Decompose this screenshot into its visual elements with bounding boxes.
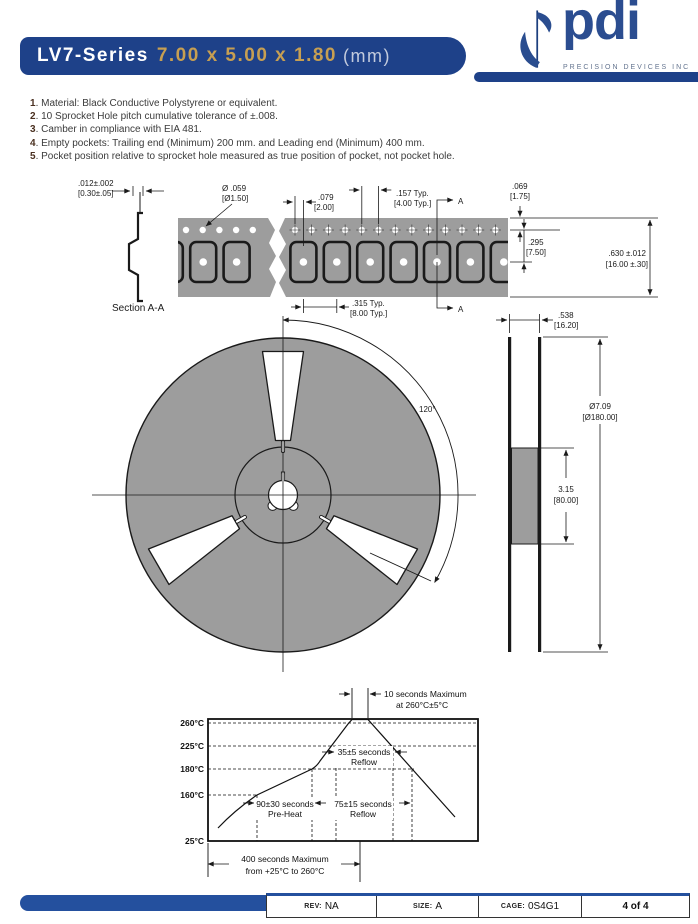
- note-line: 3. Camber in compliance with EIA 481.: [30, 124, 202, 136]
- total-time-line2: from +25°C to 260°C: [245, 866, 325, 876]
- package-dimensions: 7.00 x 5.00 x 1.80: [156, 45, 337, 66]
- dim-hub-dia-mm: [80.00]: [553, 496, 579, 505]
- reflow-peak-line1: 35±5 seconds: [337, 747, 391, 757]
- y-label-225: 225°C: [180, 741, 204, 751]
- dim-center-mm: [7.50]: [526, 248, 547, 257]
- preheat-line1: 90±30 seconds: [256, 799, 314, 809]
- reflow-line1: 75±15 seconds: [334, 799, 392, 809]
- reel-side-view: [496, 311, 618, 652]
- y-label-260: 260°C: [180, 718, 204, 728]
- section-label: Section A-A: [112, 303, 165, 314]
- y-label-160: 160°C: [180, 790, 204, 800]
- cage-cell: CAGE: 0S4G1: [479, 896, 582, 917]
- peak-note-line2: at 260°C±5°C: [396, 700, 449, 710]
- dim-flange-dia-mm: [Ø180.00]: [582, 413, 618, 422]
- note-line: 1. Material: Black Conductive Polystyrene or equivalent.: [30, 98, 278, 109]
- page-number-cell: 4 of 4: [622, 901, 649, 912]
- peak-note-line1: 10 seconds Maximum: [384, 689, 467, 699]
- tape-strip: [157, 218, 517, 297]
- dim-hub-dia-in: 3.15: [558, 485, 574, 494]
- reflow-peak-line2: Reflow: [351, 757, 377, 767]
- section-arrow-bottom: A: [458, 305, 464, 314]
- rev-cell: REV: NA: [267, 896, 377, 917]
- angle-label: 120°: [419, 405, 436, 414]
- section-arrow-top: A: [458, 197, 464, 206]
- title-block: [266, 893, 690, 918]
- reel-front-view: [92, 316, 476, 672]
- dim-thickness-in: .012±.002: [78, 179, 114, 188]
- note-line: 4. Empty pockets: Trailing end (Minimum) 200 mm. and Leading end (Minimum) 400 mm.: [30, 137, 425, 149]
- y-label-180: 180°C: [180, 764, 204, 774]
- dim-hole-dia-mm: [Ø1.50]: [222, 194, 249, 203]
- tape-section-profile: [112, 186, 164, 301]
- dim-hole-offset-in: .079: [318, 193, 334, 202]
- dim-flange-dia-in: Ø7.09: [589, 402, 611, 411]
- dim-thickness-mm: [0.30±.05]: [78, 189, 114, 198]
- dim-hole-dia-in: Ø .059: [222, 184, 247, 193]
- preheat-line2: Pre-Heat: [267, 809, 303, 819]
- reflow-profile-chart: [180, 688, 478, 882]
- unit-label: (mm): [343, 45, 391, 66]
- dim-hole-offset-mm: [2.00]: [314, 203, 335, 212]
- logo-wordmark: pdi: [562, 0, 640, 51]
- dim-width-in: .630 ±.012: [608, 249, 646, 258]
- dim-center-in: .295: [528, 238, 544, 247]
- dim-pocket-pitch-in: .315 Typ.: [352, 299, 385, 308]
- note-line: 2. 10 Sprocket Hole pitch cumulative tolerance of ±.008.: [30, 111, 278, 123]
- total-time-line1: 400 seconds Maximum: [241, 854, 329, 864]
- size-cell: SIZE: A: [377, 896, 479, 917]
- dim-reel-width-in: .538: [558, 311, 574, 320]
- dim-hole-pitch-in: .157 Typ.: [396, 189, 429, 198]
- logo-tagline: PRECISION DEVICES INC: [563, 64, 691, 71]
- reflow-line2: Reflow: [350, 809, 376, 819]
- note-line: 5. Pocket position relative to sprocket hole measured as true position of pocket, not pocket hole.: [30, 150, 455, 162]
- series-title: LV7-Series: [37, 45, 149, 66]
- dim-pocket-pitch-mm: [8.00 Typ.]: [350, 309, 388, 318]
- dim-reel-width-mm: [16.20]: [554, 321, 579, 330]
- dim-edge-in: .069: [512, 182, 528, 191]
- dim-edge-mm: [1.75]: [510, 192, 531, 201]
- dim-hole-pitch-mm: [4.00 Typ.]: [394, 199, 432, 208]
- carrier-tape-drawing: [78, 179, 658, 318]
- y-label-25: 25°C: [185, 836, 204, 846]
- dim-width-mm: [16.00 ±.30]: [605, 260, 648, 269]
- footer-rule: [20, 895, 267, 911]
